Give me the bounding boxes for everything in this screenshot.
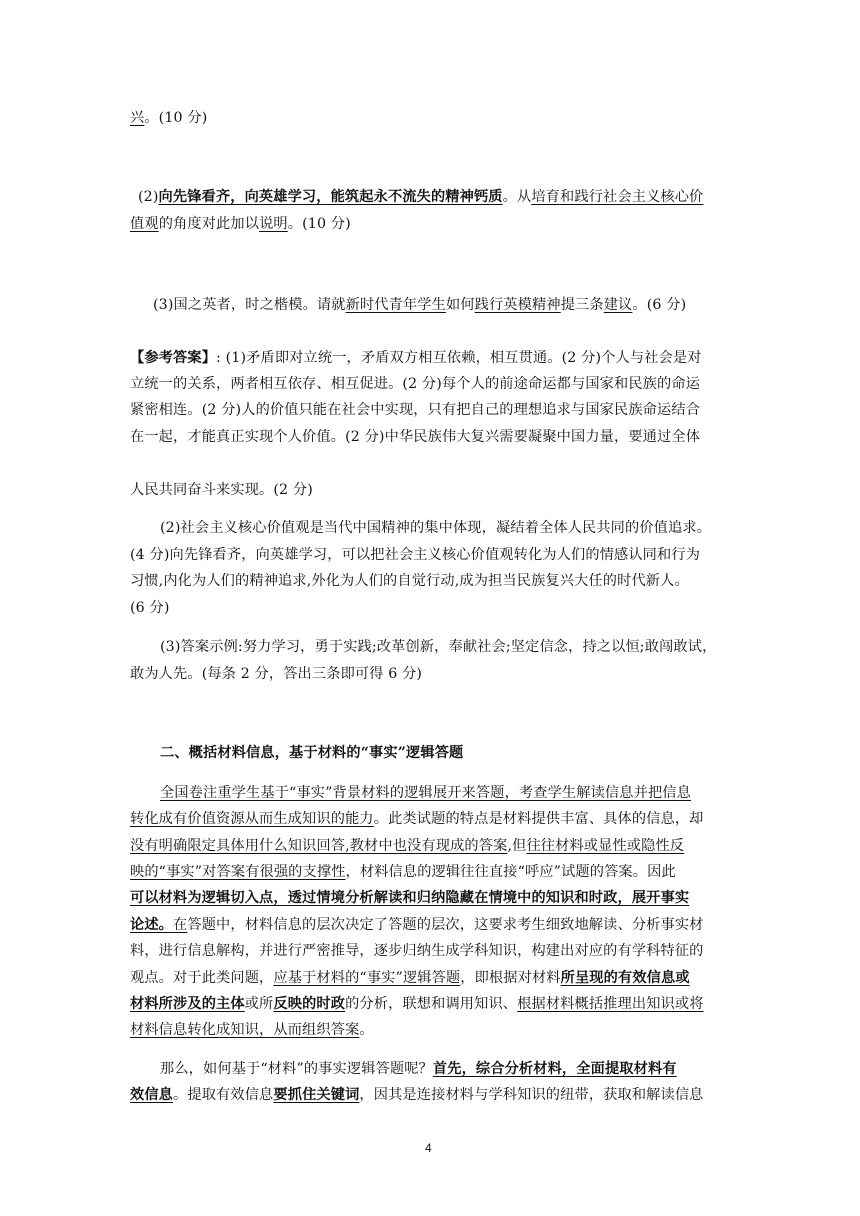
text-line [160, 518, 711, 538]
text-segment: ，即根据对材料 [460, 970, 561, 986]
text-segment: (2) [138, 189, 159, 205]
text-segment: 如何 [445, 297, 475, 313]
text-segment: 提三条 [560, 297, 604, 313]
text-segment: ,但 [507, 838, 527, 854]
text-segment: 往往材料或显性或隐性反 [526, 838, 685, 854]
text-line [130, 427, 700, 447]
text-segment: 习惯,内化为人们的精神追求,外化为人们的自觉行动,成为担当民族复兴大任的时代新人。 [130, 573, 689, 589]
text-segment: 在一起，才能真正实现个人价值。(2 分)中华民族伟大复兴需要凝聚中国力量，要通过全体 [130, 429, 701, 445]
text-segment: 材料信息转化成知识，从而组织答案 [130, 1022, 360, 1038]
text-segment: 向先锋看齐，向英雄学习，能筑起永不流失的精神钙质 [158, 189, 503, 205]
text-segment: 那么，如何基于“材料”的事实逻辑答题呢？ [160, 1061, 433, 1077]
text-segment: 紧密相连。(2 分)人的价值只能在社会中实现，只有把自己的理想追求与国家民族命运结合 [130, 402, 701, 418]
text-segment: 观点。对于此类问题， [130, 970, 274, 986]
text-segment: 新时代青年学生 [345, 297, 446, 313]
text-segment: 可以材料为逻辑切入点，透过情境分析解读和归纳隐藏在情境中的知识和时政，展开事实 [130, 890, 690, 906]
text-segment: 或所 [244, 996, 274, 1012]
text-segment: ，因其是连接材料与学科知识的纽带，获取和解读信息 [359, 1087, 704, 1103]
section-heading [160, 743, 463, 763]
text-line [130, 214, 351, 234]
text-segment: 根据材料概括推理出知识或将 [517, 996, 704, 1012]
text-segment: 二、概括材料信息，基于材料的“事实”逻辑答题 [160, 745, 464, 761]
text-segment: 立统一的关系，两者相互依存、相互促进。(2 分)每个人的前途命运都与国家和民族的命运 [130, 376, 701, 392]
text-segment: 。(6 分) [632, 297, 687, 313]
text-segment: (3)国之英者，时之楷模。请就 [153, 297, 346, 313]
text-line [160, 1059, 677, 1079]
text-segment: 所呈现的有效信息或 [560, 970, 690, 986]
text-segment: 敢为人先。(每条 2 分，答出三条即可得 6 分) [130, 666, 423, 682]
text-segment: 值观 [130, 216, 159, 232]
text-line [130, 1020, 374, 1040]
text-segment: 首先，综合分析材料，全面提取材料有 [432, 1061, 677, 1077]
text-segment: 料，进行信息解构，并进行严密推导，逐步归纳生成学科知识，构建出对应的有学科特征的 [130, 943, 704, 959]
page-number: 4 [425, 1141, 432, 1155]
text-line [130, 809, 704, 829]
text-line [138, 187, 703, 207]
text-segment: 效信息 [130, 1087, 174, 1103]
text-line [130, 480, 313, 500]
text-segment: (2)社会主义核心价值观是当代中国精神的集中体现，凝结着全体人民共同的价值追求。 [160, 520, 712, 536]
text-segment: : (1)矛盾即对立统一，矛盾双方相互依赖，相互贯通。(2 分)个人与社会是对 [216, 350, 702, 366]
text-segment: 论述。 [130, 917, 174, 933]
text-line [153, 295, 686, 315]
text-line [130, 108, 207, 128]
text-segment: ，材料信息的逻辑往往直接“呼应”试题的答案。因此 [345, 864, 676, 880]
text-segment: 。提取有效信息 [173, 1087, 274, 1103]
text-line [160, 783, 691, 803]
text-segment: 的角度对此加以 [158, 216, 260, 232]
text-segment: 人民共同奋斗来实现。(2 分) [130, 482, 313, 498]
text-segment: (6 分) [130, 600, 170, 616]
text-segment: 兴 [130, 110, 145, 126]
text-segment: 反映的时政 [273, 996, 346, 1012]
text-segment: (4 分)向先锋看齐，向英雄学习，可以把社会主义核心价值观转化为人们的情感认同和行为 [130, 547, 701, 563]
text-line [130, 915, 704, 935]
text-line [160, 637, 716, 657]
text-line [130, 374, 700, 394]
text-segment: 在 [173, 917, 188, 933]
text-line [130, 400, 700, 420]
text-segment: 答题中，材料信息的层次决定了答题的层次，这要求考生细致地解读、分析事实材 [187, 917, 704, 933]
text-line [130, 968, 690, 988]
text-line [130, 545, 700, 565]
text-line [130, 941, 704, 961]
text-segment: 材料所涉及的主体 [130, 996, 245, 1012]
text-segment: 要抓住关键词 [273, 1087, 360, 1103]
text-line [130, 664, 422, 684]
text-segment: 的分析，联想和调用知识、 [345, 996, 518, 1012]
text-segment: 。(10 分) [287, 216, 351, 232]
text-segment: 。此类试题的特点是材料提供丰富、具体的信息，却 [373, 811, 704, 827]
text-segment: 应基于材料的“事实”逻辑答题 [273, 970, 461, 986]
text-segment: 。(10 分) [144, 110, 208, 126]
text-line [130, 862, 676, 882]
text-line [130, 598, 170, 618]
text-segment: 建议 [603, 297, 633, 313]
text-segment: (3)答案示例:努力学习，勇于实践;改革创新，奉献社会;坚定信念，持之以恒;敢闯敢试， [160, 639, 717, 655]
text-segment: 说明 [259, 216, 288, 232]
text-line [130, 888, 689, 908]
text-segment: 。 [359, 1022, 374, 1038]
text-segment: 。从 [502, 189, 532, 205]
text-segment: 全国卷注重学生基于“事实”背景材料的逻辑展开来答题，考查学生解读信息并把信息 [160, 785, 691, 801]
text-segment: 【参考答案】 [130, 350, 217, 366]
text-segment: 转化成有价值资源从而生成知识的能力 [130, 811, 374, 827]
text-line [130, 571, 689, 591]
text-segment: 培育和践行社会主义核心价 [531, 189, 704, 205]
text-segment: 践行英模精神 [474, 297, 561, 313]
text-line [130, 348, 702, 368]
text-line [130, 994, 704, 1014]
text-segment: 没有明确限定具体用什么知识回答,教材中也没有现成的答案 [130, 838, 508, 854]
text-line [130, 836, 684, 856]
text-segment: 映的“事实”对答案有很强的支撑性 [130, 864, 346, 880]
text-line [130, 1085, 704, 1105]
